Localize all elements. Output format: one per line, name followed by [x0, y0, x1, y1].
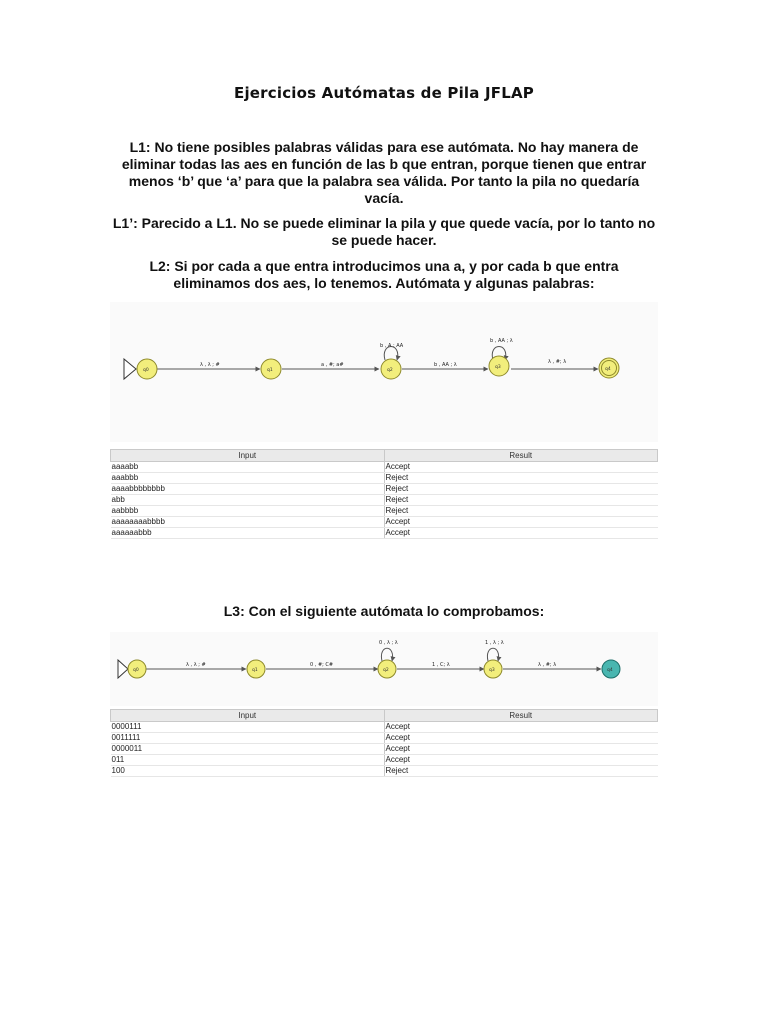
table-row[interactable] — [111, 495, 658, 506]
result-cell: Reject — [384, 484, 658, 495]
result-cell: Accept — [384, 517, 658, 528]
result-cell: Accept — [384, 722, 658, 733]
start-arrow-icon — [118, 660, 128, 678]
state-label: q2 — [387, 368, 393, 373]
transition-label: λ , λ ; # — [200, 362, 220, 368]
transition-label: λ , #; λ — [538, 662, 557, 668]
input-cell: 011 — [111, 755, 385, 766]
table-row[interactable] — [111, 506, 658, 517]
table-row[interactable] — [111, 755, 658, 766]
input-cell: aabbbb — [111, 506, 385, 517]
self-loop-arrow — [381, 648, 392, 661]
input-cell: aaaaaabbb — [111, 528, 385, 539]
automaton-l3-diagram — [110, 632, 658, 706]
state-label: q4 — [605, 367, 611, 372]
automaton-l2-diagram — [110, 302, 658, 442]
result-cell: Accept — [384, 462, 658, 473]
column-header-input[interactable]: Input — [111, 710, 385, 722]
results-table-l3 — [110, 709, 658, 777]
paragraph-l1: L1: No tiene posibles palabras válidas para ese autómata. No hay manera de eliminar todas las aes en función de las b que entran, porque tienen que entrar menos ‘b’ que ‘a’ para que la palabra sea válida. Por tanto la pila no quedaría vacía. — [121, 139, 647, 206]
paragraph-l2: L2: Si por cada a que entra introducimos una a, y por cada b que entra eliminamos dos aes, lo tenemos. Autómata y algunas palabras: — [149, 258, 619, 291]
table-row[interactable] — [111, 517, 658, 528]
column-header-input[interactable]: Input — [111, 450, 385, 462]
state-label: q0 — [143, 368, 149, 373]
result-cell: Reject — [384, 766, 658, 777]
transition-label: λ , #; λ — [548, 359, 567, 365]
input-cell: aaabbb — [111, 473, 385, 484]
paragraph-l3: L3: Con el siguiente autómata lo comprobamos: — [223, 603, 545, 619]
results-table-l2 — [110, 449, 658, 539]
input-cell: 100 — [111, 766, 385, 777]
column-header-result[interactable]: Result — [384, 450, 658, 462]
transition-label: λ , λ ; # — [186, 662, 206, 668]
result-cell: Accept — [384, 744, 658, 755]
column-header-result[interactable]: Result — [384, 710, 658, 722]
transition-label: a , #; a# — [321, 362, 344, 368]
loop-label: 0 , λ ; λ — [379, 640, 398, 646]
start-arrow-icon — [124, 359, 136, 379]
input-cell: 0011111 — [111, 733, 385, 744]
input-cell: 0000111 — [111, 722, 385, 733]
table-row[interactable] — [111, 722, 658, 733]
loop-label: b , AA ; λ — [490, 338, 513, 344]
result-cell: Reject — [384, 495, 658, 506]
state-label: q0 — [133, 668, 139, 673]
result-cell: Accept — [384, 733, 658, 744]
input-cell: abb — [111, 495, 385, 506]
loop-label: 1 , λ ; λ — [485, 640, 504, 646]
state-label: q3 — [495, 365, 501, 370]
table-row[interactable] — [111, 733, 658, 744]
state-label: q1 — [267, 368, 273, 373]
table-row[interactable] — [111, 484, 658, 495]
result-cell: Reject — [384, 506, 658, 517]
transition-label: 0 , #; C# — [310, 662, 334, 668]
state-label: q1 — [252, 668, 258, 673]
self-loop-arrow — [487, 648, 498, 661]
input-cell: aaaabbbbbbbb — [111, 484, 385, 495]
state-label: q4 — [607, 668, 613, 673]
table-row[interactable] — [111, 528, 658, 539]
loop-label: b , A ; AA — [380, 343, 404, 349]
input-cell: aaaaaaaabbbb — [111, 517, 385, 528]
result-cell: Accept — [384, 755, 658, 766]
document-title: Ejercicios Autómatas de Pila JFLAP — [234, 84, 534, 102]
state-label: q3 — [489, 668, 495, 673]
table-row[interactable] — [111, 462, 658, 473]
result-cell: Reject — [384, 473, 658, 484]
state-label: q2 — [383, 668, 389, 673]
transition-label: b , AA ; λ — [434, 362, 457, 368]
transition-label: 1 , C; λ — [432, 662, 450, 668]
table-row[interactable] — [111, 766, 658, 777]
input-cell: aaaabb — [111, 462, 385, 473]
paragraph-l1-prime: L1’: Parecido a L1. No se puede eliminar la pila y que quede vacía, por lo tanto no se puede hacer. — [112, 215, 656, 248]
table-row[interactable] — [111, 473, 658, 484]
result-cell: Accept — [384, 528, 658, 539]
table-row[interactable] — [111, 744, 658, 755]
input-cell: 0000011 — [111, 744, 385, 755]
